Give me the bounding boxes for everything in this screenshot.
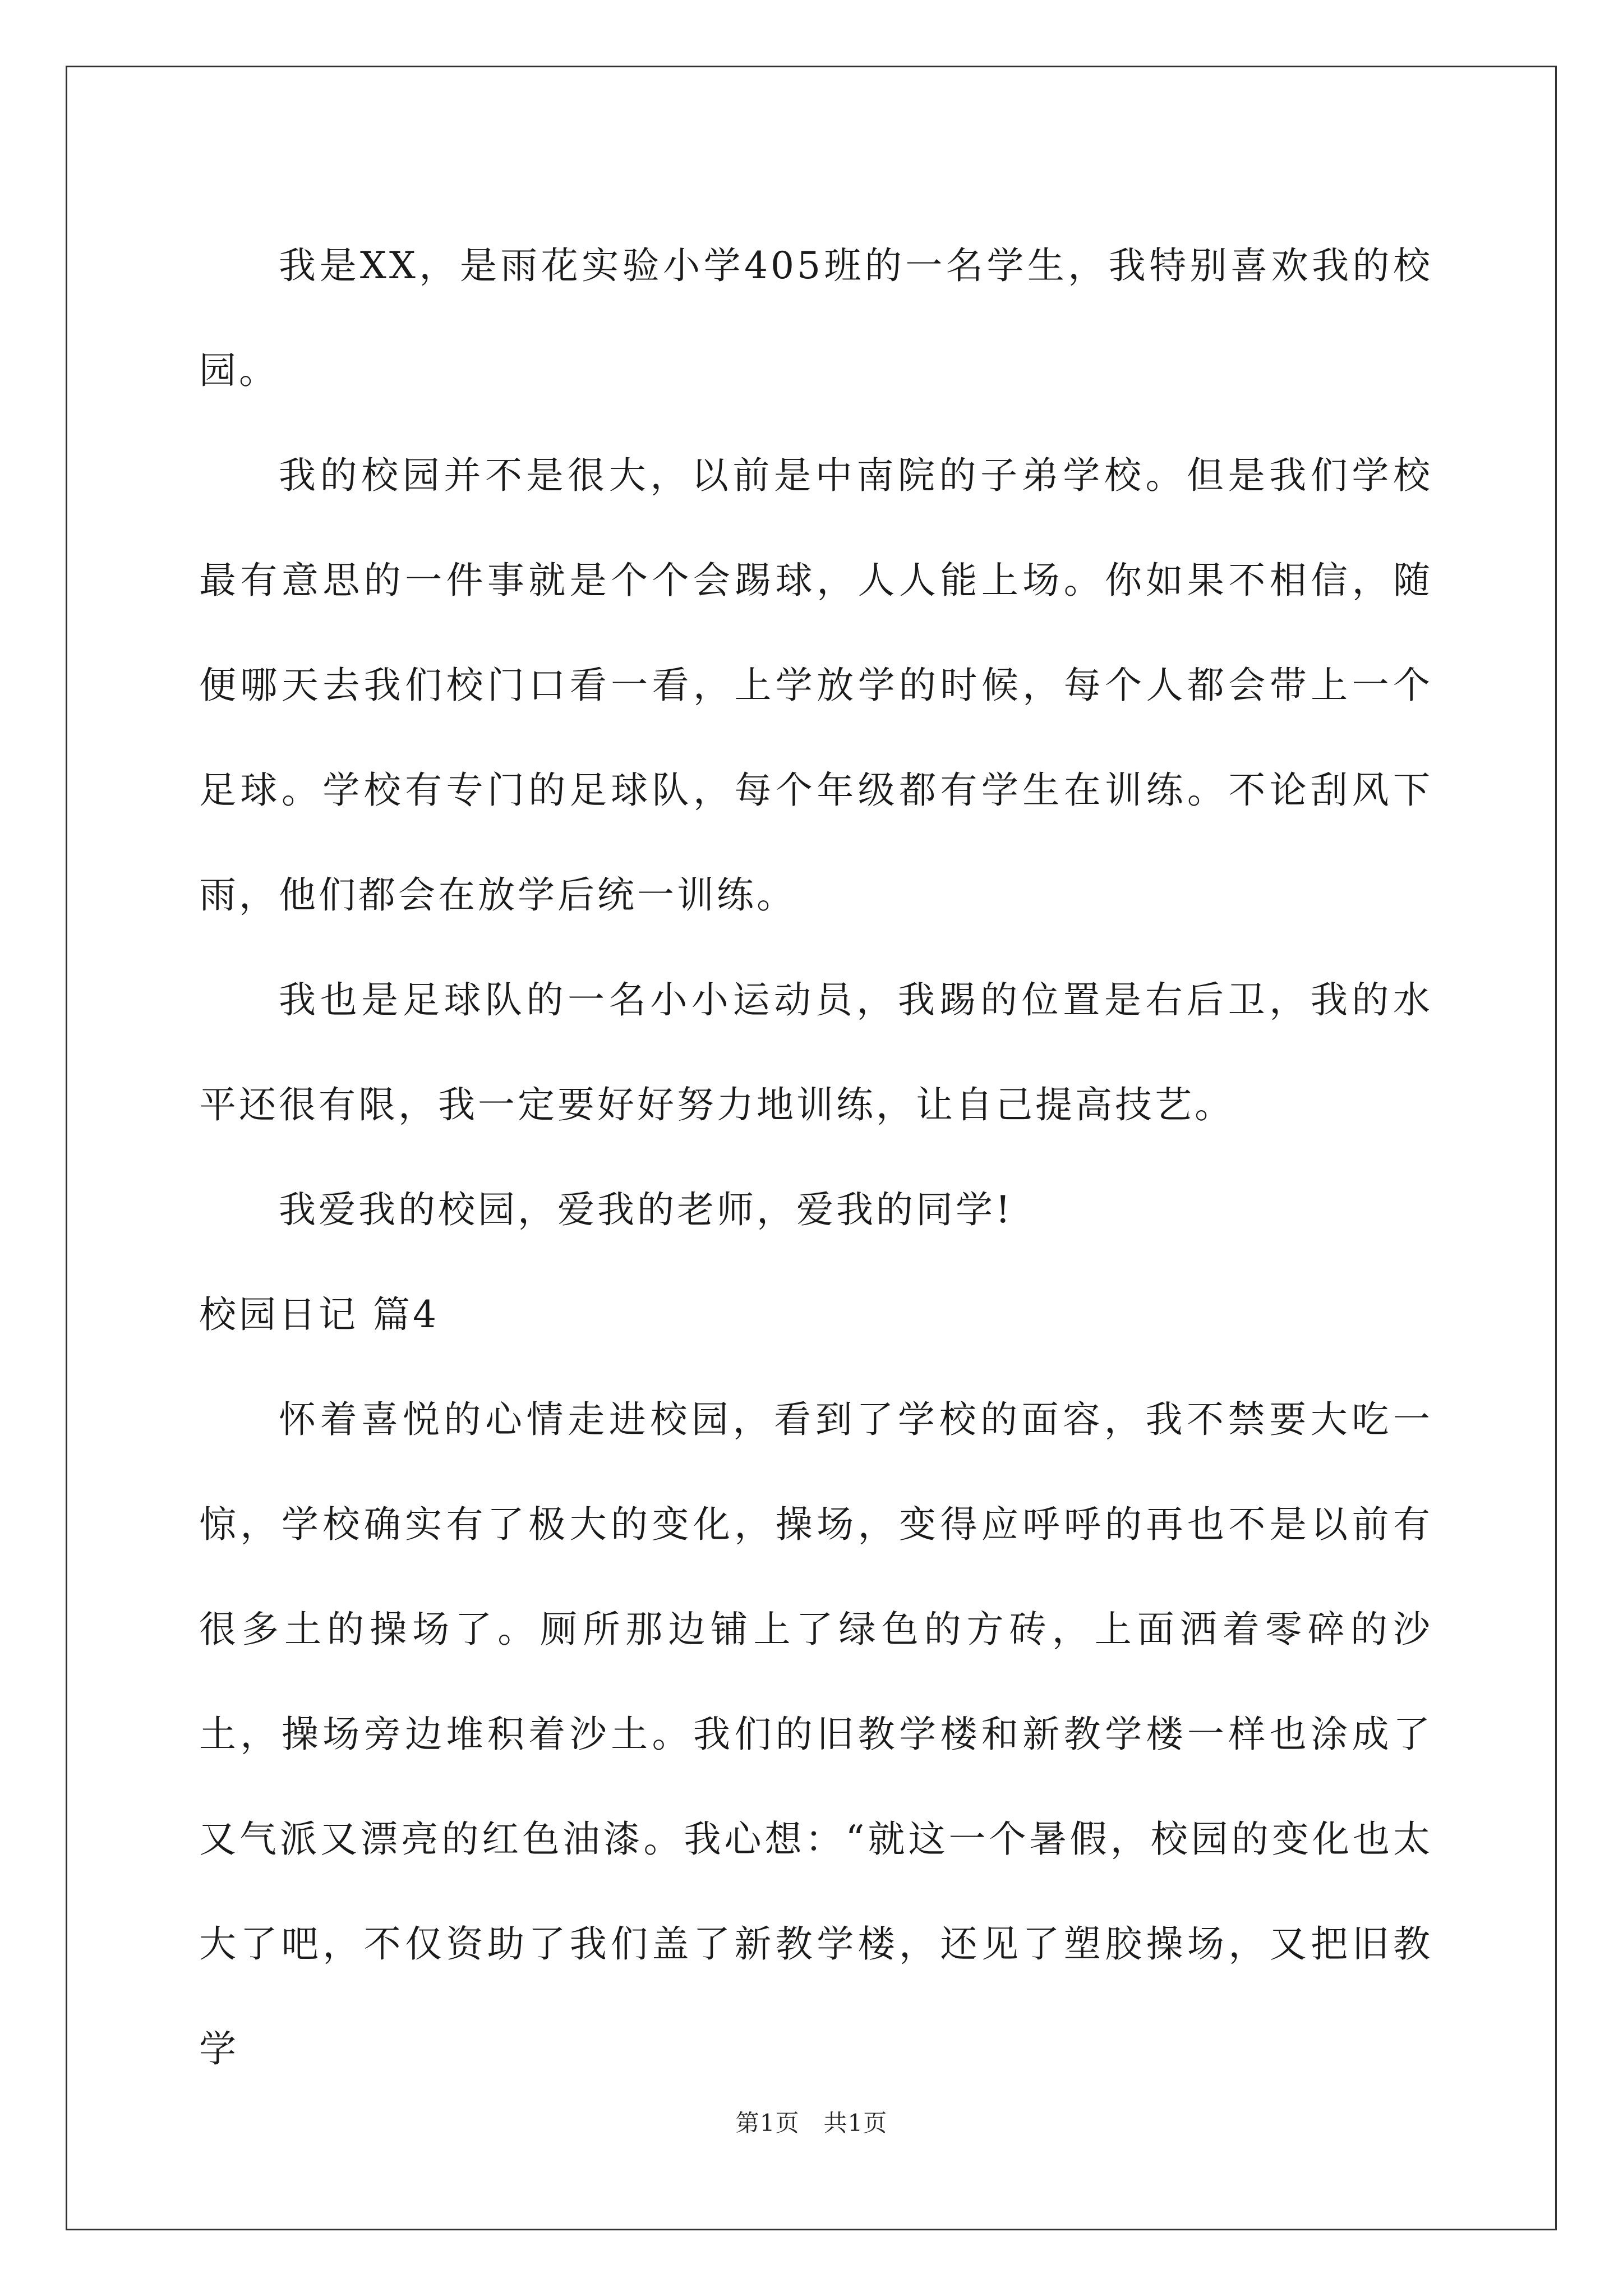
paragraph-school-football: 我的校园并不是很大，以前是中南院的子弟学校。但是我们学校最有意思的一件事就是个个会踢球，人人能上场。你如果不相信，随便哪天去我们校门口看一看，上学放学的时候，每个人都会带上一个足球。学校有专门的足球队，每个年级都有学生在训练。不论刮风下雨，他们都会在放学后统一训练。 <box>199 454 1433 917</box>
page-footer: 第1页 共1页 <box>735 2109 888 2137</box>
paragraph-love-school: 我爱我的校园，爱我的老师，爱我的同学! <box>279 1188 1013 1231</box>
paragraph-intro: 我是XX，是雨花实验小学405班的一名学生，我特别喜欢我的校园。 <box>199 244 1433 392</box>
section-heading: 校园日记 篇4 <box>199 1293 439 1336</box>
document-body <box>199 213 1433 2101</box>
paragraph-team-member: 我也是足球队的一名小小运动员，我踢的位置是右后卫，我的水平还很有限，我一定要好好努力地训练，让自己提高技艺。 <box>199 978 1433 1126</box>
paragraph-new-campus: 怀着喜悦的心情走进校园，看到了学校的面容，我不禁要大吃一惊，学校确实有了极大的变化，操场，变得应呼呼的再也不是以前有很多土的操场了。厕所那边铺上了绿色的方砖，上面洒着零碎的沙土，操场旁边堆积着沙土。我们的旧教学楼和新教学楼一样也涂成了又气派又漂亮的红色油漆。我心想：“就这一个暑假，校园的变化也太大了吧，不仅资助了我们盖了新教学楼，还见了塑胶操场，又把旧教学 <box>199 1398 1433 2070</box>
